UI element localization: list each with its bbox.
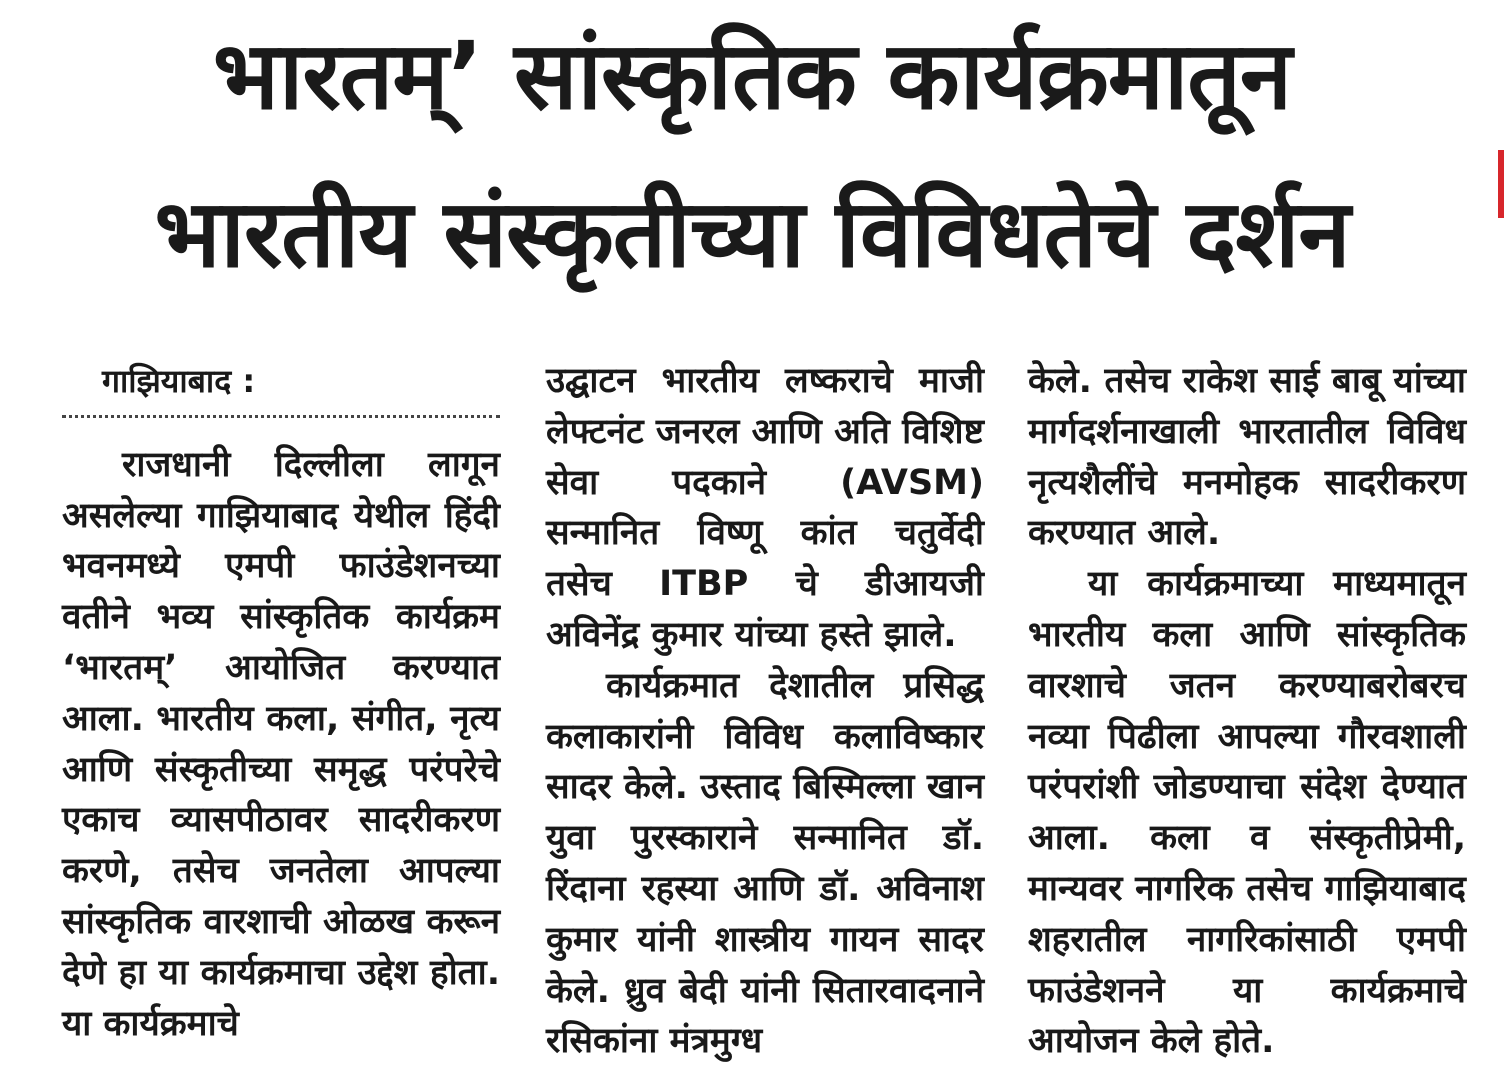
paragraph: राजधानी दिल्लीला लागून असलेल्या गाझियाबाद येथील हिंदी भवनमध्ये एमपी फाउंडेशनच्या वतीने भव्य सांस्कृतिक कार्यक्रम ‘भारतम्’ आयोजित करण्यात आला. भारतीय कला, संगीत, नृत्य आणि संस्कृतीच्या समृद्ध परंपरेचे एकाच व्यासपीठावर सादरीकरण करणे, तसेच जनतेला आपल्या सांस्कृतिक वारशाची ओळख करून देणे हा या कार्यक्रमाचा उद्देश होता. या कार्यक्रमाचे xyxy=(62,444,500,1044)
article-column-3 xyxy=(1028,356,1466,1067)
dotted-divider xyxy=(62,415,500,418)
headline-line-1: भारतम्’ सांस्कृतिक कार्यक्रमातून xyxy=(212,22,1292,131)
paragraph: केले. तसेच राकेश साई बाबू यांच्या मार्गदर्शनाखाली भारतातील विविध नृत्यशैलींचे मनमोहक सादरीकरण करण्यात आले. xyxy=(1028,361,1466,554)
paragraph: या कार्यक्रमाच्या माध्यमातून भारतीय कला आणि सांस्कृतिक वारशाचे जतन करण्याबरोबरच नव्या पिढीला आपल्या गौरवशाली परंपरांशी जोडण्याचा संदेश देण्यात आला. कला व संस्कृतीप्रेमी, मान्यवर नागरिक तसेच गाझियाबाद शहरातील नागरिकांसाठी एमपी फाउंडेशनने या कार्यक्रमाचे आयोजन केले होते. xyxy=(1028,564,1466,1062)
headline-line-2: भारतीय संस्कृतीच्या विविधतेचे दर्शन xyxy=(154,180,1350,289)
article-column-1 xyxy=(62,356,500,1049)
article-column-2 xyxy=(546,356,984,1067)
paragraph: कार्यक्रमात देशातील प्रसिद्ध कलाकारांनी विविध कलाविष्कार सादर केले. उस्ताद बिस्मिल्ला खान युवा पुरस्काराने सन्मानित डॉ. रिंदाना रहस्या आणि डॉ. अविनाश कुमार यांनी शास्त्रीय गायन सादर केले. ध्रुव बेदी यांनी सितारवादनाने रसिकांना मंत्रमुग्ध xyxy=(546,665,984,1062)
edge-color-mark xyxy=(1498,150,1504,218)
dateline: गाझियाबाद : xyxy=(102,362,256,400)
paragraph: उद्घाटन भारतीय लष्कराचे माजी लेफ्टनंट जनरल आणि अति विशिष्ट सेवा पदकाने (AVSM) सन्मानित विष्णू कांत चतुर्वेदी तसेच ITBP चे डीआयजी अविनेंद्र कुमार यांच्या हस्ते झाले. xyxy=(546,361,984,655)
